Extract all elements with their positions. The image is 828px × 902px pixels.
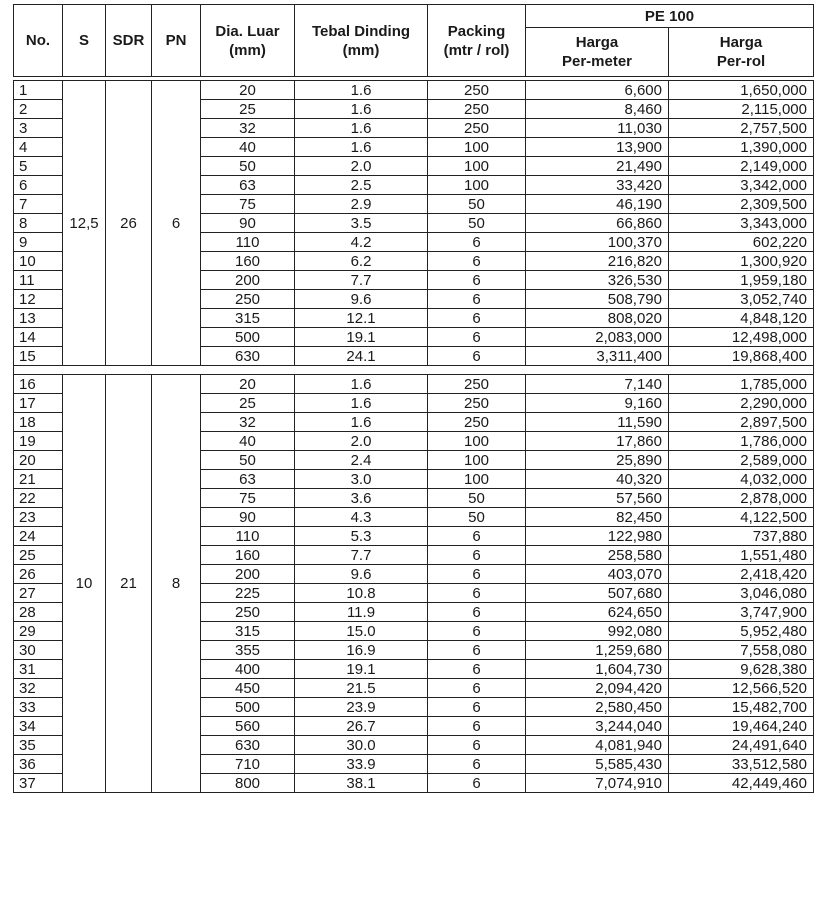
price-per-meter-cell: 808,020 [526,309,669,328]
row-number: 32 [14,679,63,698]
price-per-meter-cell: 992,080 [526,622,669,641]
diameter-cell: 32 [201,413,295,432]
price-per-meter-cell: 40,320 [526,470,669,489]
packing-cell: 250 [428,413,526,432]
price-per-roll-cell: 1,786,000 [669,432,814,451]
price-per-meter-cell: 46,190 [526,195,669,214]
price-per-meter-cell: 13,900 [526,138,669,157]
thickness-cell: 5.3 [295,527,428,546]
diameter-cell: 32 [201,119,295,138]
packing-cell: 6 [428,271,526,290]
row-number: 23 [14,508,63,527]
price-per-roll-cell: 12,498,000 [669,328,814,347]
diameter-cell: 50 [201,157,295,176]
header-price-meter [526,28,669,77]
row-number: 21 [14,470,63,489]
separator-cell [14,366,814,375]
row-number: 15 [14,347,63,366]
price-per-meter-cell: 216,820 [526,252,669,271]
thickness-cell: 3.5 [295,214,428,233]
price-per-roll-cell: 2,418,420 [669,565,814,584]
price-per-roll-cell: 2,589,000 [669,451,814,470]
packing-cell: 6 [428,774,526,793]
packing-cell: 6 [428,309,526,328]
diameter-cell: 50 [201,451,295,470]
group-sdr: 21 [106,375,152,793]
thickness-cell: 26.7 [295,717,428,736]
thickness-cell: 4.3 [295,508,428,527]
price-per-roll-cell: 3,046,080 [669,584,814,603]
header-no: No. [14,5,63,77]
diameter-cell: 160 [201,546,295,565]
thickness-cell: 11.9 [295,603,428,622]
price-per-roll-cell: 2,115,000 [669,100,814,119]
thickness-cell: 1.6 [295,138,428,157]
row-number: 16 [14,375,63,394]
packing-cell: 50 [428,195,526,214]
price-per-meter-cell: 66,860 [526,214,669,233]
diameter-cell: 800 [201,774,295,793]
packing-cell: 6 [428,660,526,679]
price-per-meter-cell: 507,680 [526,584,669,603]
diameter-cell: 250 [201,290,295,309]
thickness-cell: 6.2 [295,252,428,271]
row-number: 31 [14,660,63,679]
thickness-cell: 30.0 [295,736,428,755]
header-price-roll-line2: Per-rol [716,53,766,70]
price-per-meter-cell: 4,081,940 [526,736,669,755]
price-per-meter-cell: 17,860 [526,432,669,451]
diameter-cell: 160 [201,252,295,271]
price-per-roll-cell: 1,650,000 [669,81,814,100]
table-row [14,81,814,100]
diameter-cell: 20 [201,81,295,100]
thickness-cell: 38.1 [295,774,428,793]
header-price-roll-line1: Harga [719,34,763,51]
price-per-roll-cell: 1,959,180 [669,271,814,290]
diameter-cell: 40 [201,138,295,157]
row-number: 12 [14,290,63,309]
price-per-roll-cell: 1,551,480 [669,546,814,565]
thickness-cell: 4.2 [295,233,428,252]
price-per-roll-cell: 42,449,460 [669,774,814,793]
packing-cell: 50 [428,489,526,508]
price-per-roll-cell: 3,052,740 [669,290,814,309]
price-per-roll-cell: 19,868,400 [669,347,814,366]
diameter-cell: 200 [201,271,295,290]
diameter-cell: 20 [201,375,295,394]
row-number: 26 [14,565,63,584]
diameter-cell: 315 [201,622,295,641]
packing-cell: 100 [428,157,526,176]
header-s: S [63,5,106,77]
diameter-cell: 250 [201,603,295,622]
row-number: 2 [14,100,63,119]
row-number: 34 [14,717,63,736]
price-per-roll-cell: 12,566,520 [669,679,814,698]
thickness-cell: 21.5 [295,679,428,698]
price-per-meter-cell: 33,420 [526,176,669,195]
thickness-cell: 2.9 [295,195,428,214]
packing-cell: 6 [428,641,526,660]
price-per-meter-cell: 7,140 [526,375,669,394]
header-price-meter-line1: Harga [575,34,619,51]
group-separator [14,366,814,375]
thickness-cell: 23.9 [295,698,428,717]
price-per-meter-cell: 326,530 [526,271,669,290]
price-per-meter-cell: 8,460 [526,100,669,119]
packing-cell: 6 [428,717,526,736]
thickness-cell: 15.0 [295,622,428,641]
price-per-roll-cell: 15,482,700 [669,698,814,717]
row-number: 11 [14,271,63,290]
price-per-roll-cell: 7,558,080 [669,641,814,660]
thickness-cell: 3.0 [295,470,428,489]
row-number: 37 [14,774,63,793]
price-per-roll-cell: 3,342,000 [669,176,814,195]
header-price-meter-line2: Per-meter [561,53,633,70]
price-per-roll-cell: 4,848,120 [669,309,814,328]
price-per-roll-cell: 2,897,500 [669,413,814,432]
row-number: 35 [14,736,63,755]
packing-cell: 6 [428,546,526,565]
packing-cell: 50 [428,508,526,527]
thickness-cell: 3.6 [295,489,428,508]
row-number: 7 [14,195,63,214]
diameter-cell: 200 [201,565,295,584]
thickness-cell: 1.6 [295,413,428,432]
row-number: 6 [14,176,63,195]
row-number: 19 [14,432,63,451]
thickness-cell: 24.1 [295,347,428,366]
price-per-meter-cell: 21,490 [526,157,669,176]
price-per-meter-cell: 57,560 [526,489,669,508]
diameter-cell: 75 [201,489,295,508]
thickness-cell: 9.6 [295,565,428,584]
price-per-meter-cell: 2,083,000 [526,328,669,347]
thickness-cell: 2.4 [295,451,428,470]
packing-cell: 100 [428,432,526,451]
diameter-cell: 225 [201,584,295,603]
row-number: 33 [14,698,63,717]
thickness-cell: 1.6 [295,81,428,100]
header-thickness [295,5,428,77]
header-packing-line1: Packing [447,22,506,40]
thickness-cell: 2.5 [295,176,428,195]
price-per-roll-cell: 2,290,000 [669,394,814,413]
packing-cell: 6 [428,584,526,603]
diameter-cell: 90 [201,508,295,527]
price-per-meter-cell: 82,450 [526,508,669,527]
price-table-body [13,80,814,793]
header-diameter [201,5,295,77]
price-per-meter-cell: 11,590 [526,413,669,432]
price-per-roll-cell: 2,149,000 [669,157,814,176]
price-per-meter-cell: 1,604,730 [526,660,669,679]
row-number: 36 [14,755,63,774]
row-number: 3 [14,119,63,138]
diameter-cell: 500 [201,328,295,347]
price-per-roll-cell: 19,464,240 [669,717,814,736]
price-per-roll-cell: 1,390,000 [669,138,814,157]
price-per-roll-cell: 9,628,380 [669,660,814,679]
diameter-cell: 630 [201,347,295,366]
price-per-meter-cell: 5,585,430 [526,755,669,774]
diameter-cell: 500 [201,698,295,717]
packing-cell: 6 [428,755,526,774]
header-packing-line2: (mtr / rol) [443,41,510,59]
packing-cell: 6 [428,679,526,698]
thickness-cell: 19.1 [295,660,428,679]
price-per-meter-cell: 122,980 [526,527,669,546]
packing-cell: 50 [428,214,526,233]
packing-cell: 100 [428,138,526,157]
diameter-cell: 63 [201,176,295,195]
price-per-roll-cell: 5,952,480 [669,622,814,641]
diameter-cell: 315 [201,309,295,328]
header-thickness-line1: Tebal Dinding [311,22,411,40]
diameter-cell: 75 [201,195,295,214]
row-number: 1 [14,81,63,100]
diameter-cell: 560 [201,717,295,736]
thickness-cell: 7.7 [295,546,428,565]
packing-cell: 6 [428,565,526,584]
price-per-meter-cell: 6,600 [526,81,669,100]
packing-cell: 250 [428,394,526,413]
thickness-cell: 10.8 [295,584,428,603]
row-number: 29 [14,622,63,641]
header-diameter-line2: (mm) [229,41,266,59]
row-number: 14 [14,328,63,347]
packing-cell: 6 [428,347,526,366]
row-number: 20 [14,451,63,470]
row-number: 25 [14,546,63,565]
price-per-roll-cell: 2,878,000 [669,489,814,508]
header-group-pe100: PE 100 [526,5,814,28]
row-number: 22 [14,489,63,508]
price-per-roll-cell: 4,122,500 [669,508,814,527]
thickness-cell: 16.9 [295,641,428,660]
row-number: 18 [14,413,63,432]
diameter-cell: 110 [201,233,295,252]
packing-cell: 6 [428,328,526,347]
packing-cell: 6 [428,622,526,641]
price-per-meter-cell: 3,311,400 [526,347,669,366]
row-number: 27 [14,584,63,603]
diameter-cell: 63 [201,470,295,489]
diameter-cell: 710 [201,755,295,774]
row-number: 13 [14,309,63,328]
packing-cell: 100 [428,470,526,489]
row-number: 17 [14,394,63,413]
thickness-cell: 9.6 [295,290,428,309]
header-thickness-line2: (mm) [342,41,380,59]
price-per-roll-cell: 2,757,500 [669,119,814,138]
packing-cell: 6 [428,527,526,546]
packing-cell: 6 [428,290,526,309]
price-per-roll-cell: 24,491,640 [669,736,814,755]
diameter-cell: 110 [201,527,295,546]
table-row [14,375,814,394]
header-packing [428,5,526,77]
price-per-meter-cell: 258,580 [526,546,669,565]
price-per-meter-cell: 3,244,040 [526,717,669,736]
header-sdr: SDR [106,5,152,77]
diameter-cell: 40 [201,432,295,451]
group-pn: 8 [152,375,201,793]
price-per-roll-cell: 3,747,900 [669,603,814,622]
thickness-cell: 2.0 [295,432,428,451]
price-per-meter-cell: 1,259,680 [526,641,669,660]
packing-cell: 100 [428,451,526,470]
group-s: 10 [63,375,106,793]
diameter-cell: 25 [201,394,295,413]
packing-cell: 6 [428,698,526,717]
price-per-roll-cell: 1,300,920 [669,252,814,271]
price-per-roll-cell: 3,343,000 [669,214,814,233]
price-per-roll-cell: 737,880 [669,527,814,546]
packing-cell: 6 [428,736,526,755]
thickness-cell: 7.7 [295,271,428,290]
packing-cell: 6 [428,603,526,622]
price-per-meter-cell: 508,790 [526,290,669,309]
price-per-meter-cell: 9,160 [526,394,669,413]
diameter-cell: 400 [201,660,295,679]
packing-cell: 100 [428,176,526,195]
row-number: 30 [14,641,63,660]
row-number: 5 [14,157,63,176]
price-per-meter-cell: 2,094,420 [526,679,669,698]
packing-cell: 250 [428,375,526,394]
thickness-cell: 33.9 [295,755,428,774]
price-per-meter-cell: 2,580,450 [526,698,669,717]
packing-cell: 250 [428,119,526,138]
packing-cell: 250 [428,81,526,100]
group-sdr: 26 [106,81,152,366]
thickness-cell: 1.6 [295,119,428,138]
thickness-cell: 1.6 [295,375,428,394]
thickness-cell: 2.0 [295,157,428,176]
row-number: 28 [14,603,63,622]
price-per-roll-cell: 33,512,580 [669,755,814,774]
thickness-cell: 19.1 [295,328,428,347]
diameter-cell: 355 [201,641,295,660]
row-number: 10 [14,252,63,271]
packing-cell: 6 [428,252,526,271]
row-number: 4 [14,138,63,157]
price-per-roll-cell: 1,785,000 [669,375,814,394]
price-per-meter-cell: 624,650 [526,603,669,622]
price-per-meter-cell: 403,070 [526,565,669,584]
thickness-cell: 1.6 [295,394,428,413]
price-per-roll-cell: 602,220 [669,233,814,252]
header-price-roll [669,28,814,77]
table-header [13,4,814,77]
diameter-cell: 90 [201,214,295,233]
packing-cell: 250 [428,100,526,119]
diameter-cell: 450 [201,679,295,698]
diameter-cell: 25 [201,100,295,119]
packing-cell: 6 [428,233,526,252]
price-per-roll-cell: 2,309,500 [669,195,814,214]
group-s: 12,5 [63,81,106,366]
header-pn: PN [152,5,201,77]
group-pn: 6 [152,81,201,366]
row-number: 8 [14,214,63,233]
header-diameter-line1: Dia. Luar [215,22,280,40]
price-per-meter-cell: 100,370 [526,233,669,252]
diameter-cell: 630 [201,736,295,755]
thickness-cell: 12.1 [295,309,428,328]
price-per-meter-cell: 25,890 [526,451,669,470]
row-number: 9 [14,233,63,252]
thickness-cell: 1.6 [295,100,428,119]
row-number: 24 [14,527,63,546]
price-per-meter-cell: 11,030 [526,119,669,138]
price-per-roll-cell: 4,032,000 [669,470,814,489]
price-per-meter-cell: 7,074,910 [526,774,669,793]
